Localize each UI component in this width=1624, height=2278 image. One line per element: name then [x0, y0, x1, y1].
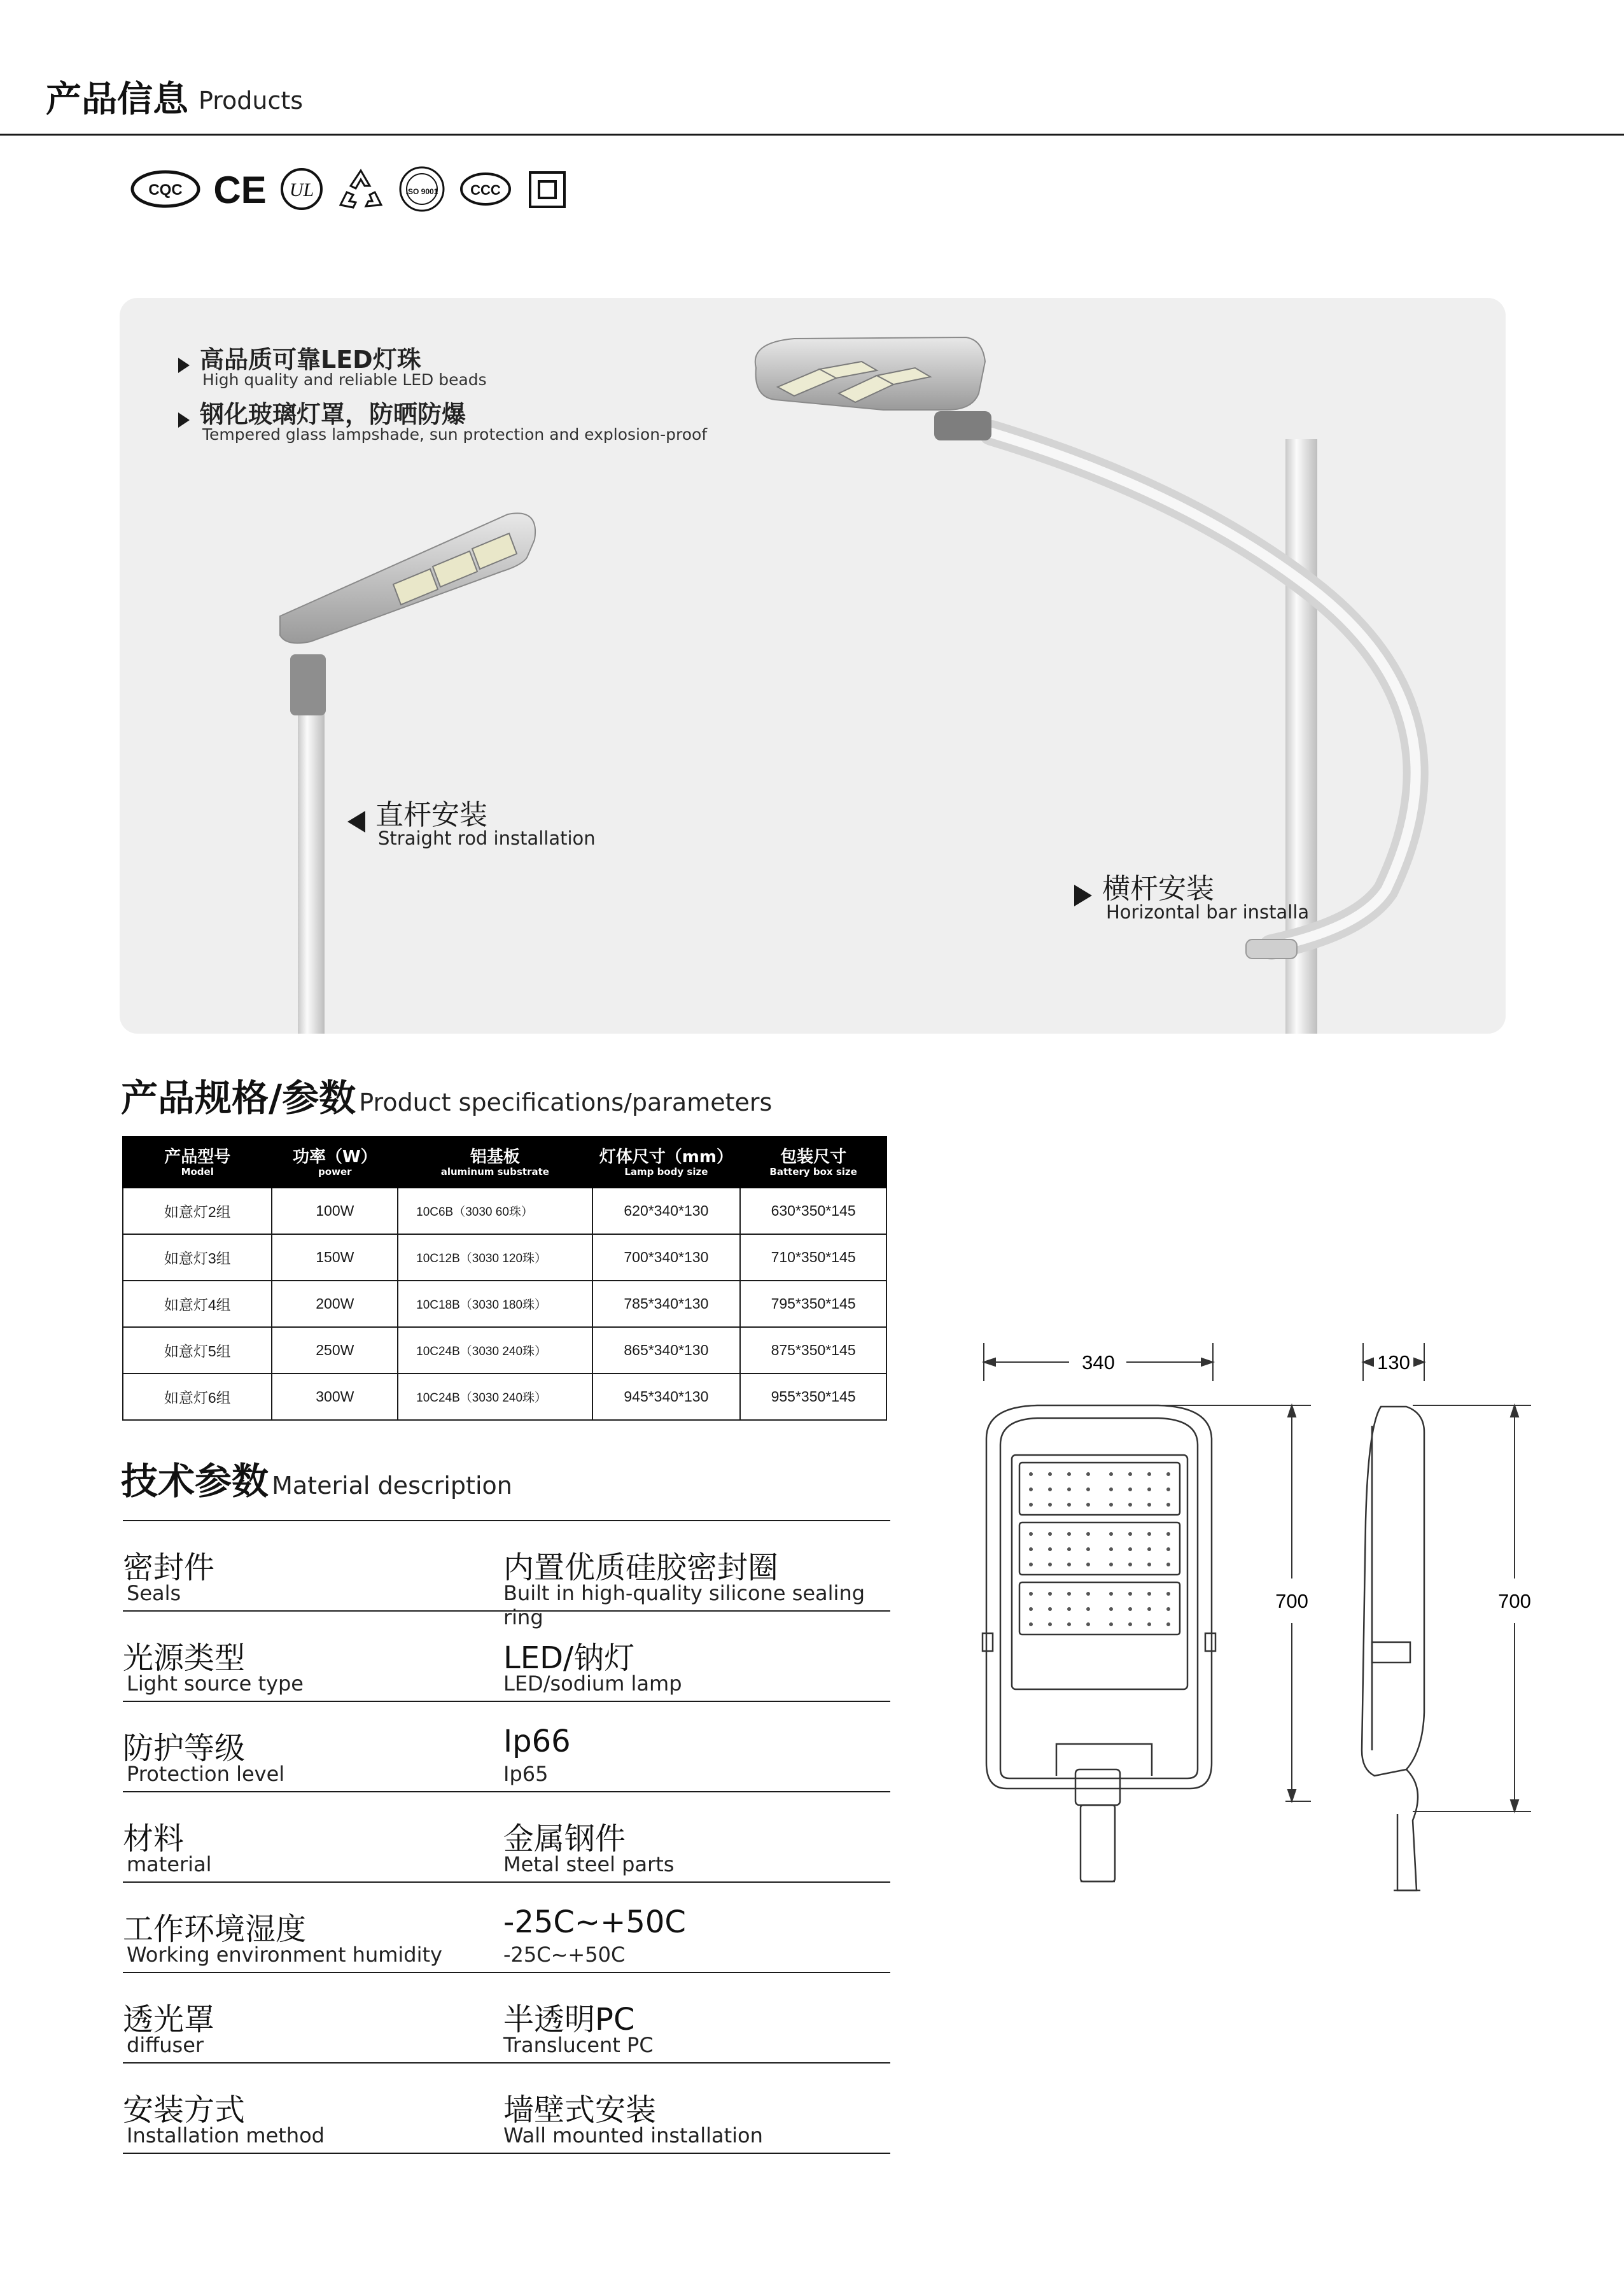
install-title: 直杆安装: [375, 799, 487, 831]
table-cell: 710*350*145: [740, 1234, 886, 1281]
tech-title: 技术参数: [121, 1459, 269, 1503]
param-label-en: Installation method: [127, 2123, 325, 2148]
table-cell: 10C6B（3030 60珠）: [398, 1188, 592, 1234]
table-cell: 10C24B（3030 240珠）: [398, 1374, 592, 1420]
column-header: 灯体尺寸（mm） Lamp body size: [592, 1137, 741, 1188]
iso9001-icon: [398, 169, 446, 209]
double-insulation-icon: [525, 169, 570, 209]
dimension-side-width: 130: [1377, 1351, 1410, 1374]
table-row: [123, 1281, 886, 1327]
param-label-en: Working environment humidity: [127, 1943, 442, 1967]
table-cell: 10C12B（3030 120珠）: [398, 1234, 592, 1281]
column-header: 产品型号 Model: [123, 1137, 272, 1188]
specs-title-en: Product specifications/parameters: [359, 1088, 773, 1116]
table-cell: 865*340*130: [592, 1327, 741, 1374]
param-value: 金属钢件: [503, 1821, 626, 1857]
param-label: 密封件: [123, 1550, 215, 1585]
param-label-en: material: [127, 1852, 212, 1876]
side-view: [1362, 1407, 1424, 1890]
feature-subtitle: Tempered glass lampshade, sun protection and explosion-proof: [202, 425, 708, 444]
front-view: [983, 1405, 1215, 1881]
table-cell: 150W: [272, 1234, 398, 1281]
table-header-row: [123, 1137, 886, 1188]
param-label-en: Protection level: [127, 1762, 285, 1786]
param-label-en: Light source type: [127, 1671, 304, 1696]
param-value-en: LED/sodium lamp: [503, 1671, 682, 1696]
cert-label: CE: [213, 169, 267, 209]
param-label: 光源类型: [123, 1640, 246, 1676]
param-row: [123, 1701, 890, 1791]
table-row: [123, 1327, 886, 1374]
table-cell: 10C18B（3030 180珠）: [398, 1281, 592, 1327]
ccc-icon: [459, 169, 512, 209]
feature-subtitle: High quality and reliable LED beads: [202, 370, 487, 389]
param-row: [123, 1881, 890, 1972]
page-title: 产品信息: [46, 79, 188, 120]
param-row: [123, 1520, 890, 1629]
header-divider: [0, 134, 1624, 136]
table-cell: 如意灯6组: [123, 1374, 272, 1420]
dimension-side-height: 700: [1498, 1590, 1531, 1612]
param-label: 材料: [123, 1821, 185, 1857]
column-header: 铝基板 aluminum substrate: [398, 1137, 592, 1188]
param-value: Ip66: [503, 1724, 571, 1759]
table-row: [123, 1234, 886, 1281]
table-cell: 955*350*145: [740, 1374, 886, 1420]
page-title-en: Products: [199, 87, 304, 115]
table-cell: 630*350*145: [740, 1188, 886, 1234]
table-cell: 如意灯5组: [123, 1327, 272, 1374]
cert-label: UL: [289, 179, 314, 200]
feature-item: [178, 340, 421, 375]
dimension-front-width: 340: [1082, 1351, 1115, 1374]
param-row: [123, 1610, 890, 1701]
recycle-icon: [337, 169, 385, 209]
param-value-en: Ip65: [503, 1762, 549, 1786]
certification-row: [130, 167, 570, 211]
table-row: [123, 1188, 886, 1234]
table-cell: 785*340*130: [592, 1281, 741, 1327]
table-cell: 100W: [272, 1188, 398, 1234]
install-subtitle: Horizontal bar installa: [1106, 901, 1310, 923]
cqc-icon: [130, 169, 200, 209]
product-hero: [120, 298, 1506, 1034]
table-cell: 10C24B（3030 240珠）: [398, 1327, 592, 1374]
column-header: 功率（W） power: [272, 1137, 398, 1188]
tech-title-en: Material description: [272, 1472, 512, 1500]
param-value: -25C~+50C: [503, 1904, 686, 1940]
param-label-en: diffuser: [127, 2033, 204, 2057]
led-bead-pattern: [1029, 1472, 1170, 1626]
arrow-left-icon: [347, 811, 365, 833]
param-value-en: Wall mounted installation: [503, 2123, 763, 2148]
straight-install-label: [347, 792, 487, 833]
left-lamp-head: [280, 513, 535, 643]
cert-label: ISO 9001: [405, 187, 438, 196]
ce-icon: [213, 169, 267, 209]
table-row: [123, 1374, 886, 1420]
cert-label: CQC: [148, 181, 183, 199]
install-title: 横杆安装: [1102, 873, 1214, 905]
table-cell: 300W: [272, 1374, 398, 1420]
param-value: 内置优质硅胶密封圈: [503, 1550, 779, 1585]
param-label: 工作环境湿度: [123, 1911, 307, 1947]
horizontal-install-label: [1074, 866, 1214, 906]
param-value: 半透明PC: [503, 2002, 635, 2037]
param-value-en: Metal steel parts: [503, 1852, 675, 1876]
table-cell: 如意灯2组: [123, 1188, 272, 1234]
table-cell: 945*340*130: [592, 1374, 741, 1420]
param-row: [123, 1972, 890, 2062]
param-row: [123, 2062, 890, 2154]
param-value: LED/钠灯: [503, 1640, 635, 1676]
dimension-front-height: 700: [1275, 1590, 1308, 1612]
table-cell: 700*340*130: [592, 1234, 741, 1281]
table-cell: 795*350*145: [740, 1281, 886, 1327]
table-cell: 200W: [272, 1281, 398, 1327]
straight-pole: [298, 705, 325, 1034]
param-value-en: -25C~+50C: [503, 1943, 626, 1967]
dimension-drawing: [967, 1330, 1540, 1903]
param-label: 安装方式: [123, 2092, 246, 2128]
feature-title: 高品质可靠LED灯珠: [200, 346, 421, 374]
tech-params-list: [123, 1520, 890, 2154]
specs-title: 产品规格/参数: [121, 1076, 356, 1120]
feature-title: 钢化玻璃灯罩，防晒防爆: [200, 400, 466, 428]
param-value: 墙壁式安装: [503, 2092, 657, 2128]
specs-table: [122, 1136, 887, 1421]
tech-heading: [121, 1451, 512, 1505]
table-cell: 如意灯3组: [123, 1234, 272, 1281]
table-cell: 620*340*130: [592, 1188, 741, 1234]
param-row: [123, 1791, 890, 1881]
feature-item: [178, 395, 466, 430]
table-cell: 875*350*145: [740, 1327, 886, 1374]
bullet-triangle-icon: [178, 412, 190, 428]
cert-label: CCC: [470, 182, 501, 198]
bullet-triangle-icon: [178, 358, 190, 373]
right-lamp-head: [755, 337, 991, 440]
param-label: 防护等级: [123, 1731, 246, 1766]
param-label-en: Seals: [127, 1581, 181, 1605]
table-cell: 如意灯4组: [123, 1281, 272, 1327]
column-header: 包装尺寸 Battery box size: [740, 1137, 886, 1188]
specs-heading: [121, 1068, 772, 1121]
table-cell: 250W: [272, 1327, 398, 1374]
param-value-en: Translucent PC: [503, 2033, 654, 2057]
param-label: 透光罩: [123, 2002, 215, 2037]
install-subtitle: Straight rod installation: [378, 827, 596, 849]
param-value-en: Built in high-quality silicone sealing ring: [503, 1581, 865, 1629]
ul-icon: [279, 169, 324, 209]
arrow-right-icon: [1074, 885, 1092, 906]
